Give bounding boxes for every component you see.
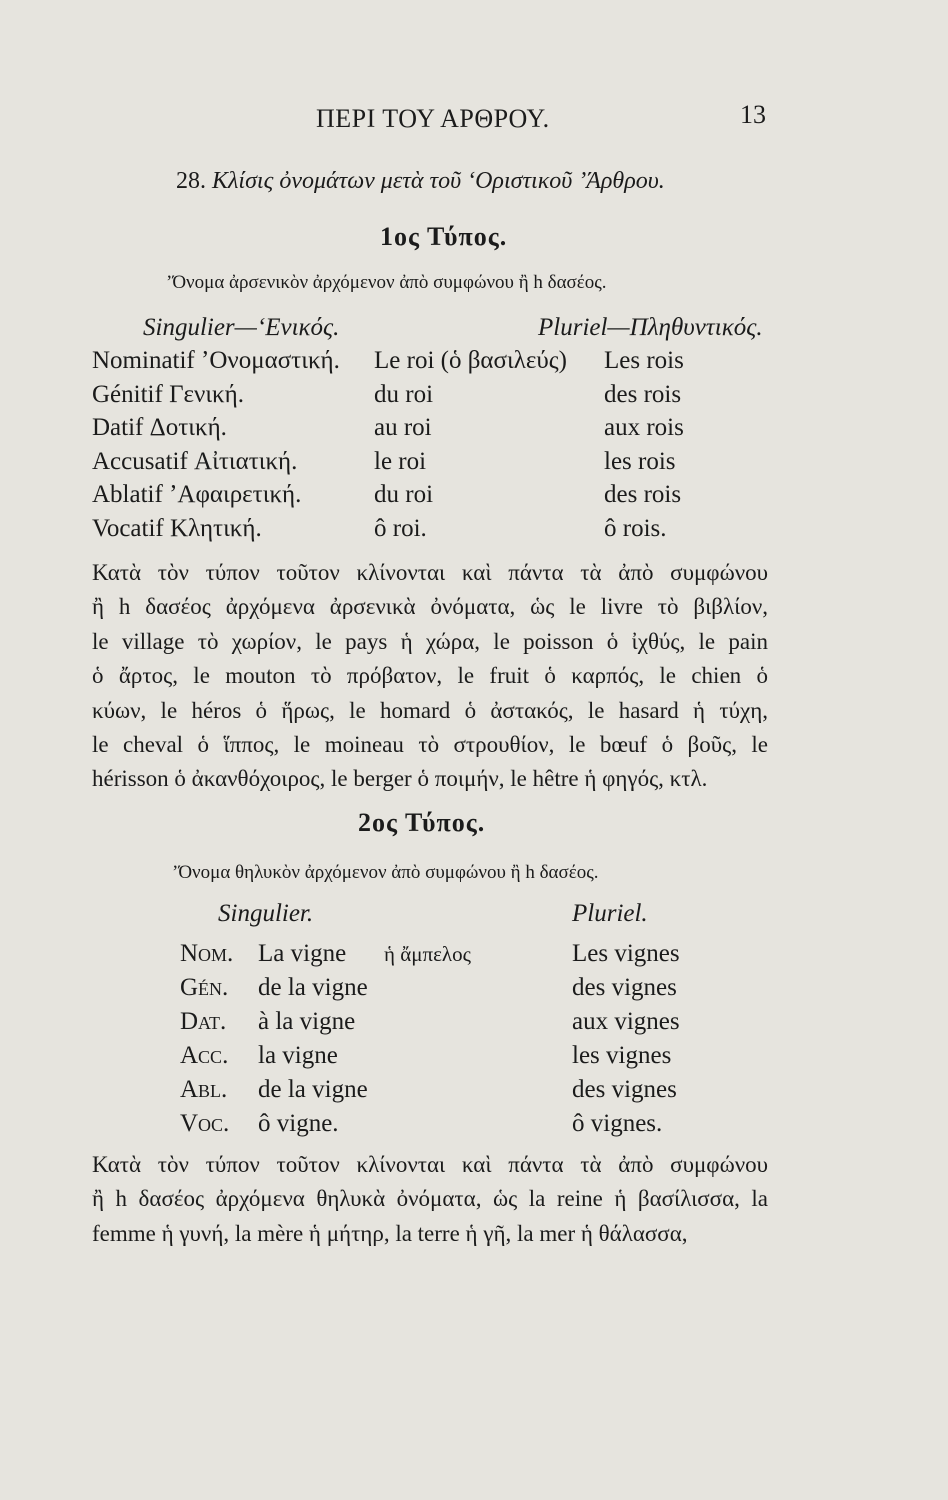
type1-case-cell: Datif Δοτική. [92, 414, 227, 442]
type1-singular-cell: ô roi. [374, 515, 427, 542]
type2-case-cell: Gén. [180, 974, 229, 1001]
type1-heading: 1ος Τύπος. [380, 222, 508, 251]
type1-paragraph-line: κύων, le héros ὁ ἥρως, le homard ὁ ἀστακός, le hasard ἡ τύχη, [92, 697, 768, 723]
type1-singular-cell: au roi [374, 414, 432, 442]
type2-case-cell: Abl. [180, 1076, 228, 1103]
type2-singular-cell: La vigne [258, 940, 347, 967]
type1-singular-cell: du roi [374, 481, 434, 509]
type1-singular-head: Singulier—ʻΕνικός. [143, 314, 340, 341]
type2-row [0, 974, 948, 1008]
type2-plural-cell: les vignes [572, 1042, 672, 1069]
type2-row [0, 940, 948, 974]
type1-plural-cell: des rois [604, 481, 682, 509]
type1-plural-cell: des rois [604, 380, 682, 408]
type2-singular-cell: à la vigne [258, 1008, 356, 1035]
type2-greek-gloss: ἡ ἄμπελος [384, 942, 471, 966]
type1-paragraph-line: le cheval ὁ ἵππος, le moineau τὸ στρουθίον, le bœuf ὁ βοῦς, le [92, 732, 768, 758]
type2-case-cell: Acc. [180, 1042, 229, 1069]
section-title-text: Κλίσις ὀνομάτων μετὰ τοῦ ʻΟριστικοῦ ʼΆρθρου. [212, 168, 665, 194]
type1-row [0, 448, 948, 482]
type2-row [0, 1042, 948, 1076]
type1-plural-cell: les rois [604, 447, 676, 475]
running-title: ΠΕΡΙ ΤΟΥ ΑΡΘΡΟΥ. [316, 104, 550, 133]
type2-row [0, 1110, 948, 1144]
type2-case-cell: Voc. [180, 1110, 230, 1137]
type2-row [0, 1076, 948, 1110]
type1-paragraph-line: hérisson ὁ ἀκανθόχοιρος, le berger ὁ ποιμήν, le hêtre ἡ φηγός, κτλ. [92, 766, 708, 792]
type2-singular-cell: de la vigne [258, 974, 368, 1001]
page-number: 13 [740, 100, 766, 129]
type1-paragraph [92, 556, 768, 797]
type1-row [0, 347, 948, 381]
type2-singular-cell: ô vigne. [258, 1110, 339, 1137]
type2-paragraph-line: femme ἡ γυνή, la mère ἡ μήτηρ, la terre ἡ γῆ, la mer ἡ θάλασσα, [92, 1220, 688, 1246]
type2-row [0, 1008, 948, 1042]
type2-plural-cell: ô vignes. [572, 1110, 663, 1137]
type1-row [0, 414, 948, 448]
type1-plural-cell: ô rois. [604, 515, 667, 542]
type2-plural-cell: Les vignes [572, 940, 680, 967]
type1-plural-cell: aux rois [604, 414, 684, 442]
type1-case-cell: Génitif Γενική. [92, 380, 244, 408]
type2-singular-head: Singulier. [218, 900, 314, 927]
type2-plural-cell: aux vignes [572, 1008, 680, 1035]
type1-description: ʼΌνομα ἀρσενικὸν ἀρχόμενον ἀπὸ συμφώνου ἢ h δασέος. [166, 272, 607, 293]
type1-paragraph-line: ὁ ἄρτος, le mouton τὸ πρόβατον, le fruit ὁ καρπός, le chien ὁ [92, 663, 768, 689]
type1-plural-cell: Les rois [604, 347, 684, 374]
type1-row [0, 381, 948, 415]
type1-singular-cell: Le roi (ὁ βασιλεύς) [374, 347, 567, 374]
type2-plural-cell: des vignes [572, 1076, 677, 1103]
section-title [176, 168, 665, 195]
type1-singular-cell: le roi [374, 447, 427, 475]
type1-paragraph-line: ἢ h δασέος ἀρχόμενα ἀρσενικὰ ὀνόματα, ὡς le livre τὸ βιβλίον, [92, 594, 768, 620]
type2-case-cell: Nom. [180, 940, 234, 967]
type1-paragraph-line: Κατὰ τὸν τύπον τοῦτον κλίνονται καὶ πάντα τὰ ἀπὸ συμφώνου [92, 560, 768, 585]
type2-paragraph [92, 1148, 768, 1251]
type2-paragraph-line: ἢ h δασέος ἀρχόμενα θηλυκὰ ὀνόματα, ὡς la reine ἡ βασίλισσα, la [92, 1186, 768, 1212]
type2-paragraph-line: Κατὰ τὸν τύπον τοῦτον κλίνονται καὶ πάντα τὰ ἀπὸ συμφώνου [92, 1152, 768, 1177]
type1-paragraph-line: le village τὸ χωρίον, le pays ἡ χώρα, le poisson ὁ ἰχθύς, le pain [92, 628, 768, 654]
type1-case-cell: Accusatif Αἰτιατική. [92, 447, 298, 475]
type2-case-cell: Dat. [180, 1008, 227, 1035]
type1-case-cell: Vocatif Κλητική. [92, 515, 262, 542]
type2-singular-cell: la vigne [258, 1042, 338, 1069]
type2-plural-head: Pluriel. [572, 900, 648, 927]
type1-plural-head: Pluriel—Πληθυντικός. [538, 314, 763, 341]
type1-case-cell: Ablatif ʼΑφαιρετική. [92, 481, 302, 509]
type1-row [0, 481, 948, 515]
type2-description: ʼΌνομα θηλυκὸν ἀρχόμενον ἀπὸ συμφώνου ἢ h δασέος. [172, 862, 599, 883]
type2-singular-cell: de la vigne [258, 1076, 368, 1103]
type1-case-cell: Nominatif ʼΟνομαστική. [92, 347, 340, 374]
type1-row [0, 515, 948, 549]
type2-plural-cell: des vignes [572, 974, 677, 1001]
type2-heading: 2ος Τύπος. [358, 808, 486, 837]
section-number: 28. [176, 168, 206, 194]
type1-singular-cell: du roi [374, 380, 434, 408]
